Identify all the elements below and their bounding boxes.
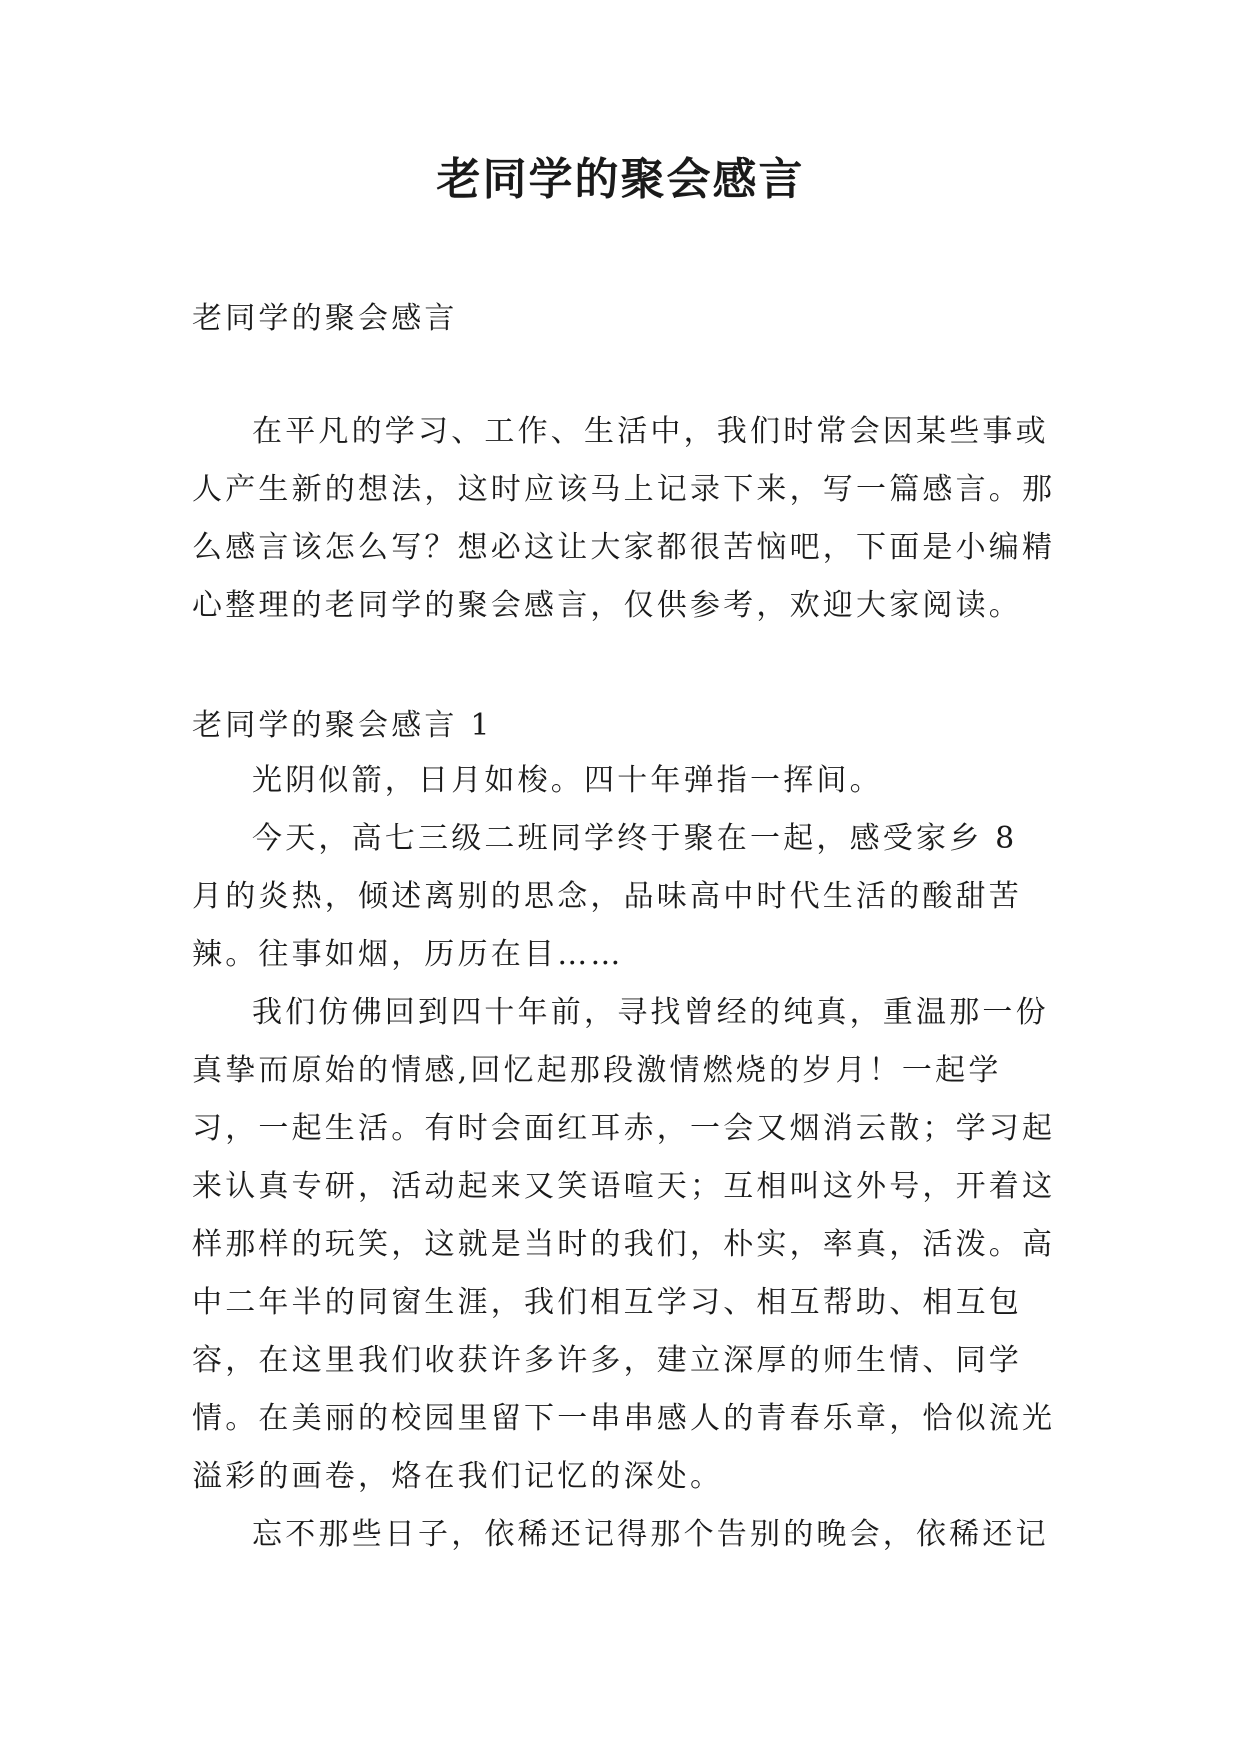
paragraph: 我们仿佛回到四十年前，寻找曾经的纯真，重温那一份真挚而原始的情感,回忆起那段激情燃烧的岁月！一起学习，一起生活。有时会面红耳赤，一会又烟消云散；学习起来认真专研，活动起来又笑语喧天；互相叫这外号，开着这样那样的玩笑，这就是当时的我们，朴实，率真，活泼。高中二年半的同窗生涯，我们相互学习、相互帮助、相互包容，在这里我们收获许多许多，建立深厚的师生情、同学情。在美丽的校园里留下一串串感人的青春乐章，恰似流光溢彩的画卷，烙在我们记忆的深处。	[192, 995, 1056, 1494]
paragraph: 忘不那些日子，依稀还记得那个告别的晚会，依稀还记	[252, 1517, 1049, 1552]
document-subtitle: 老同学的聚会感言	[192, 301, 458, 336]
paragraph: 光阴似箭，日月如梭。四十年弹指一挥间。	[252, 763, 883, 798]
paragraph: 今天，高七三级二班同学终于聚在一起，感受家乡 8 月的炎热，倾述离别的思念，品味高中时代生活的酸甜苦辣。往事如烟，历历在目……	[192, 821, 1022, 972]
section-heading: 老同学的聚会感言 1	[192, 708, 493, 743]
document-title: 老同学的聚会感言	[436, 154, 805, 205]
section-content	[192, 752, 1062, 1564]
intro-paragraph: 在平凡的学习、工作、生活中，我们时常会因某些事或人产生新的想法，这时应该马上记录下来，写一篇感言。那么感言该怎么写？想必这让大家都很苦恼吧，下面是小编精心整理的老同学的聚会感言，仅供参考，欢迎大家阅读。	[192, 414, 1056, 623]
